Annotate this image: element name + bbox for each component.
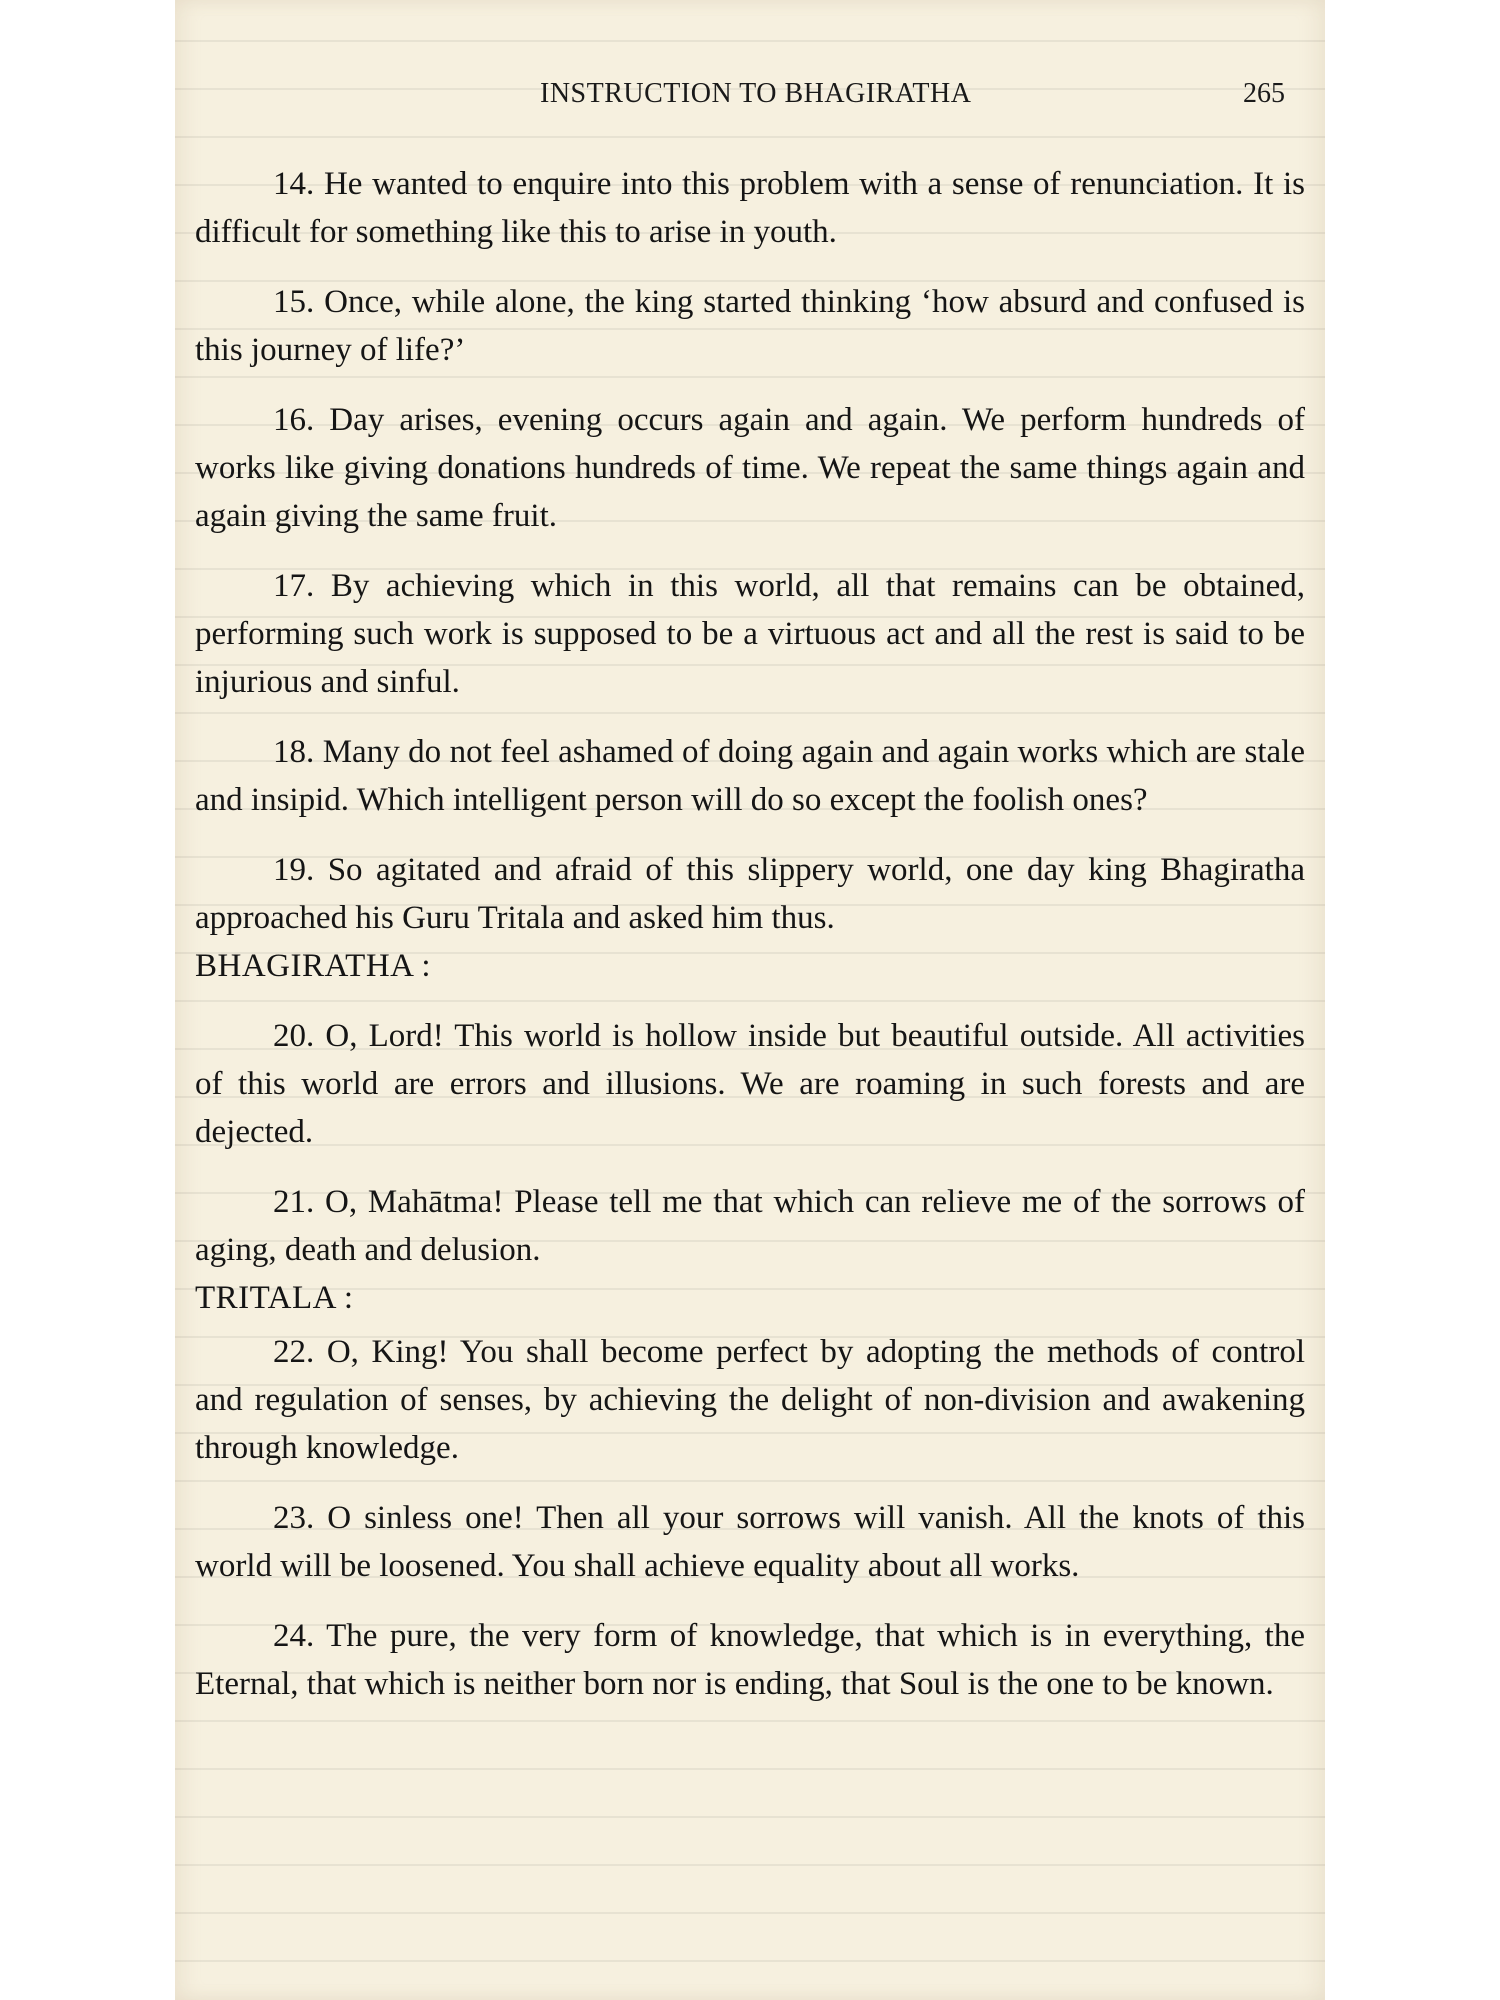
verse-20-text: 20. O, Lord! This world is hollow inside but beautiful outside. All activities of this world are errors and illusions. We are roaming in such forests and are dejected.	[195, 1018, 1305, 1150]
speaker-bhagiratha: BHAGIRATHA :	[195, 948, 432, 984]
verse-23-text: 23. O sinless one! Then all your sorrows will vanish. All the knots of this world will be loosened. You shall achieve equality about all works.	[195, 1500, 1305, 1584]
verse-18-text: 18. Many do not feel ashamed of doing again and again works which are stale and insipid. Which intelligent person will do so except the foolish ones?	[195, 734, 1305, 818]
verse-23	[195, 1494, 1305, 1590]
verse-18	[195, 728, 1305, 824]
verse-21	[195, 1178, 1305, 1274]
verse-16	[195, 396, 1305, 540]
verse-17-text: 17. By achieving which in this world, all that remains can be obtained, performing such work is supposed to be a virtuous act and all the rest is said to be injurious and sinful.	[195, 568, 1305, 700]
verse-24	[195, 1612, 1305, 1708]
verse-16-text: 16. Day arises, evening occurs again and again. We perform hundreds of works like giving donations hundreds of time. We repeat the same things again and again giving the same fruit.	[195, 402, 1305, 534]
verse-21-text: 21. O, Mahātma! Please tell me that which can relieve me of the sorrows of aging, death and delusion.	[195, 1184, 1305, 1268]
verse-17	[195, 562, 1305, 706]
verse-24-text: 24. The pure, the very form of knowledge, that which is in everything, the Eternal, that which is neither born nor is ending, that Soul is the one to be known.	[195, 1618, 1305, 1702]
verse-22	[195, 1328, 1305, 1472]
verse-14-text: 14. He wanted to enquire into this problem with a sense of renunciation. It is difficult for something like this to arise in youth.	[195, 166, 1305, 250]
running-title: INSTRUCTION TO BHAGIRATHA	[540, 78, 972, 109]
book-page	[175, 0, 1325, 2000]
page-header	[195, 78, 1305, 118]
verse-15	[195, 278, 1305, 374]
verse-19-text: 19. So agitated and afraid of this slippery world, one day king Bhagiratha approached his Guru Tritala and asked him thus.	[195, 852, 1305, 936]
verse-14	[195, 160, 1305, 256]
verse-22-text: 22. O, King! You shall become perfect by adopting the methods of control and regulation of senses, by achieving the delight of non-division and awakening through knowledge.	[195, 1334, 1305, 1466]
verse-20	[195, 1012, 1305, 1156]
speaker-tritala: TRITALA :	[195, 1280, 354, 1316]
verse-15-text: 15. Once, while alone, the king started thinking ‘how absurd and confused is this journey of life?’	[195, 284, 1305, 368]
page-body	[195, 160, 1305, 1708]
page-number: 265	[1243, 78, 1285, 109]
verse-19	[195, 846, 1305, 942]
